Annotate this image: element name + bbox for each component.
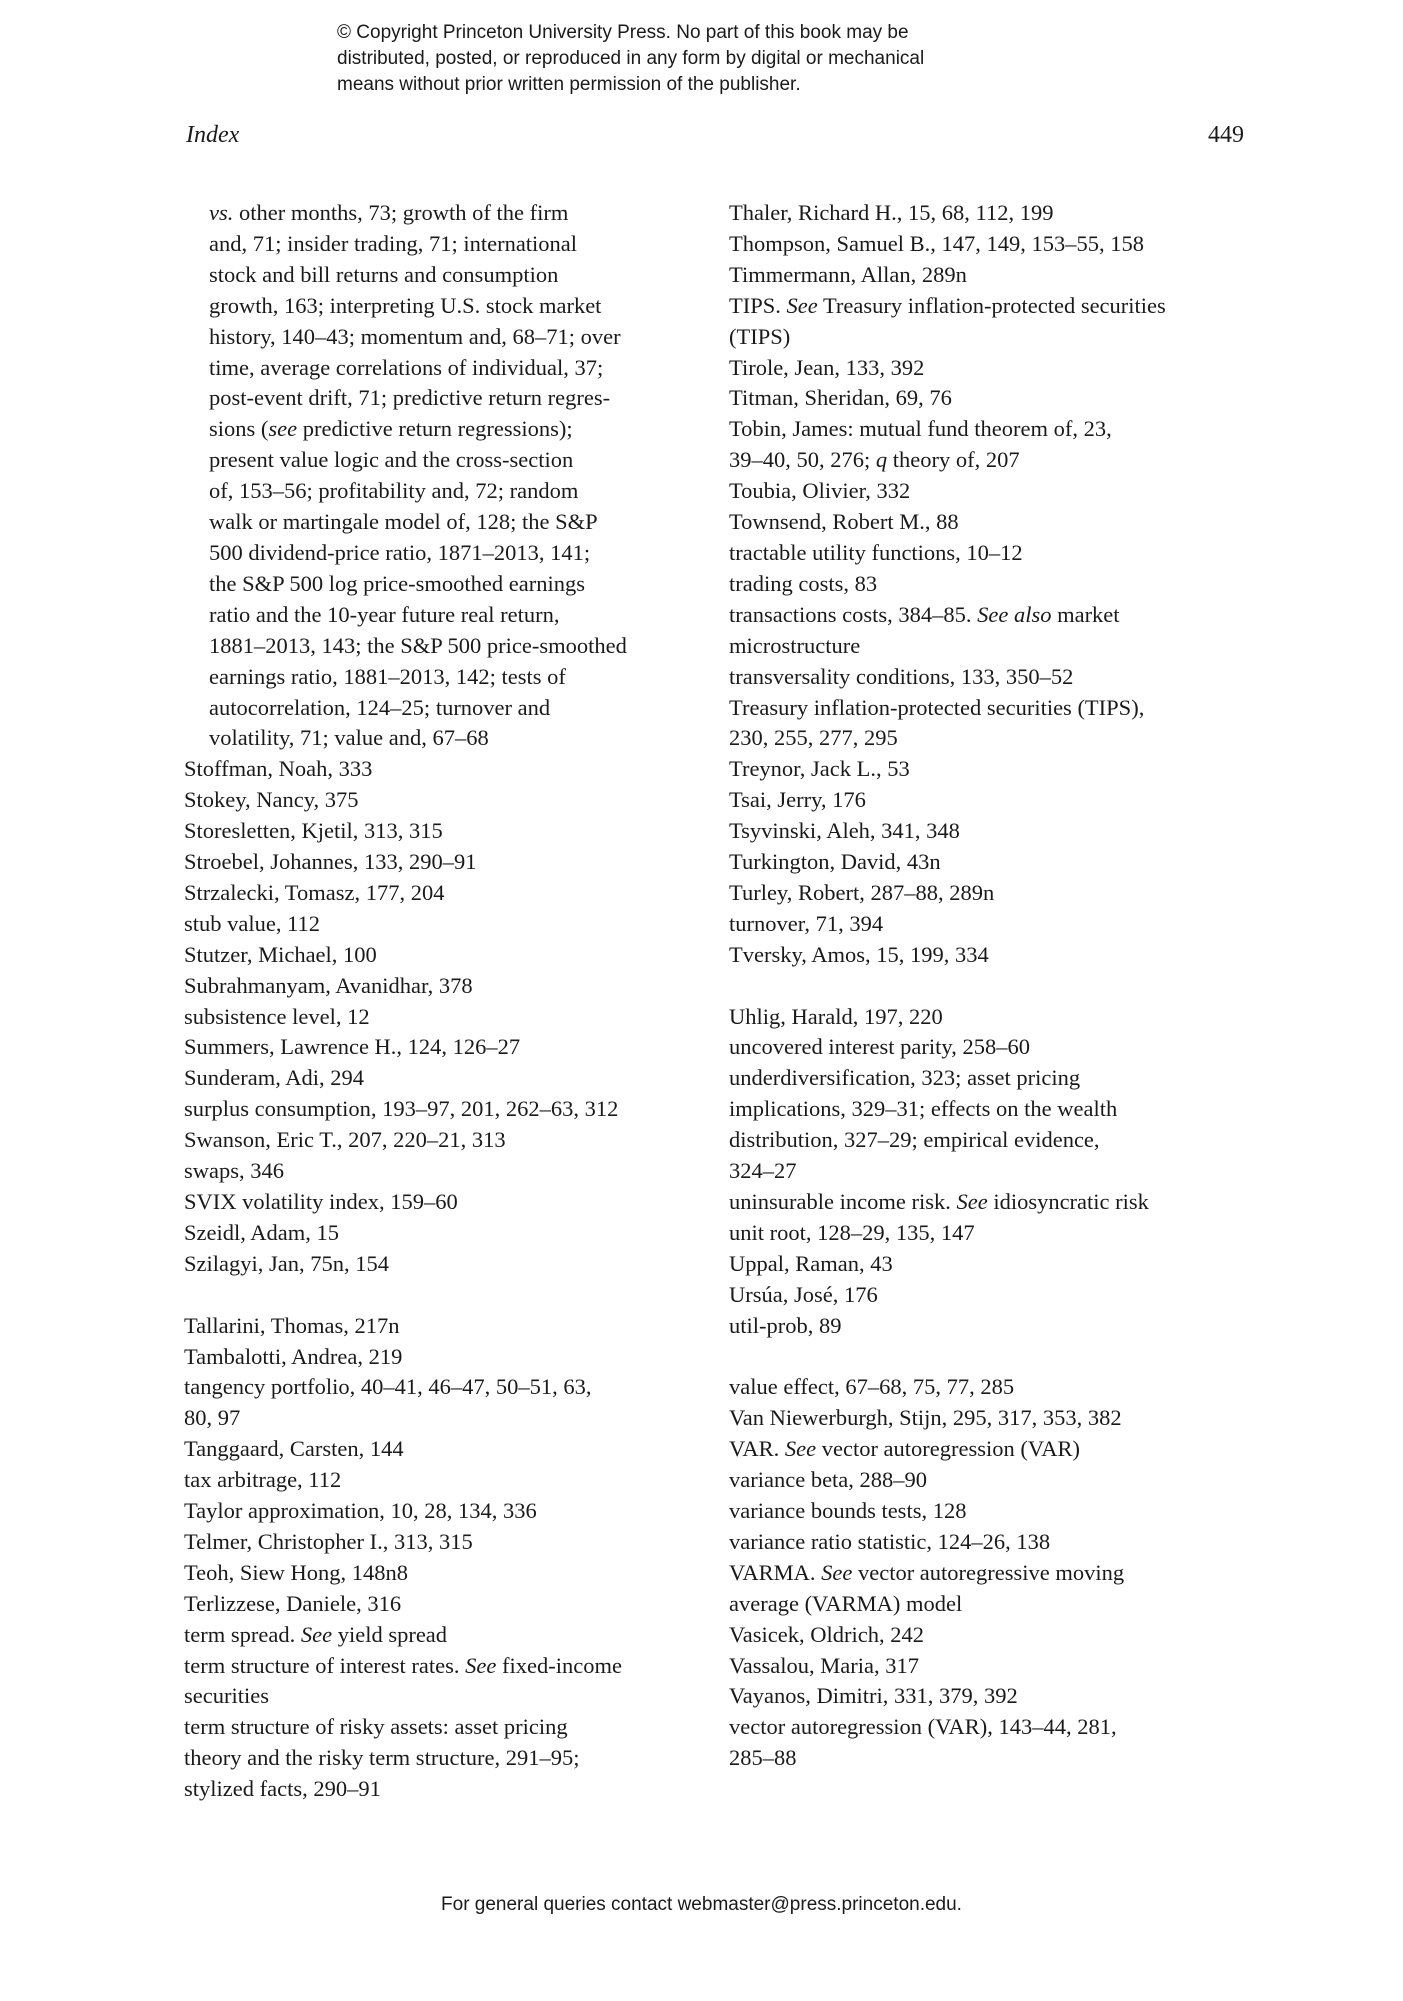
index-entry-heading: Vassalou, Maria, 317 <box>729 1652 919 1678</box>
index-line: 1881–2013, 143; the S&P 500 price-smoothed <box>209 632 627 658</box>
index-entry <box>729 847 1264 878</box>
index-entry <box>184 1156 704 1187</box>
index-entry-heading: Thaler, Richard H., 15, 68, 112, 199 <box>729 200 1054 225</box>
index-entry <box>184 940 704 971</box>
copyright-line: means without prior written permission of the publisher. <box>337 74 801 95</box>
index-entry-heading: term structure of interest rates. See fixed-income <box>184 1652 622 1678</box>
index-entry <box>184 1187 704 1218</box>
index-entry-heading: transversality conditions, 133, 350–52 <box>729 663 1074 689</box>
index-entry-heading: Tirole, Jean, 133, 392 <box>729 354 925 380</box>
index-entry <box>184 1589 704 1620</box>
index-entry-heading: Stoffman, Noah, 333 <box>184 756 373 782</box>
index-entry <box>729 1651 1264 1682</box>
index-entry-heading: tractable utility functions, 10–12 <box>729 539 1023 565</box>
index-entry-continuation: 324–27 <box>729 1158 797 1184</box>
index-entry-heading: variance bounds tests, 128 <box>729 1498 967 1524</box>
index-entry <box>184 785 704 816</box>
index-entry <box>184 754 704 785</box>
index-line: walk or martingale model of, 128; the S&P <box>209 509 598 535</box>
index-entry-heading: subsistence level, 12 <box>184 1003 370 1029</box>
index-entry-heading: Tsyvinski, Aleh, 341, 348 <box>729 818 960 844</box>
index-line: autocorrelation, 124–25; turnover and <box>209 694 551 720</box>
index-entry <box>184 1372 704 1434</box>
index-entry <box>729 1712 1264 1774</box>
index-entry <box>729 414 1264 476</box>
index-line: present value logic and the cross-section <box>209 447 574 473</box>
index-entry-heading: vector autoregression (VAR), 143–44, 281, <box>729 1714 1117 1740</box>
index-entry-heading: Tallarini, Thomas, 217n <box>184 1312 400 1338</box>
index-entry-heading: tax arbitrage, 112 <box>184 1467 342 1493</box>
index-entry-heading: Tobin, James: mutual fund theorem of, 23, <box>729 416 1112 442</box>
index-line: earnings ratio, 1881–2013, 142; tests of <box>209 663 566 689</box>
index-entry <box>729 1002 1264 1033</box>
index-entry <box>184 1527 704 1558</box>
index-entry-heading: Ursúa, José, 176 <box>729 1281 878 1307</box>
letter-divider <box>729 1342 1264 1373</box>
index-entry-heading: util-prob, 89 <box>729 1312 842 1338</box>
index-line: history, 140–43; momentum and, 68–71; over <box>209 323 621 349</box>
index-entry <box>184 847 704 878</box>
index-entry <box>729 1527 1264 1558</box>
index-entry <box>184 1063 704 1094</box>
index-entry <box>184 1249 704 1280</box>
index-entry-heading: term spread. See yield spread <box>184 1621 448 1647</box>
index-entry <box>184 1094 704 1125</box>
copyright-notice <box>337 20 1117 98</box>
index-entry-heading: Szilagyi, Jan, 75n, 154 <box>184 1250 389 1276</box>
index-line: volatility, 71; value and, 67–68 <box>209 725 489 751</box>
index-entry <box>729 1311 1264 1342</box>
letter-divider <box>729 971 1264 1002</box>
footer-contact: For general queries contact webmaster@press.princeton.edu. <box>441 1894 962 1915</box>
index-line: post-event drift, 71; predictive return regres- <box>209 385 611 411</box>
index-entry-heading: Turley, Robert, 287–88, 289n <box>729 879 995 905</box>
index-entry <box>729 229 1264 260</box>
index-entry-continuation: securities <box>184 1683 269 1709</box>
index-entry <box>729 600 1264 662</box>
index-entry <box>729 569 1264 600</box>
index-entry-heading: turnover, 71, 394 <box>729 910 884 936</box>
index-entry-heading: underdiversification, 323; asset pricing <box>729 1065 1081 1091</box>
index-entry-heading: Van Niewerburgh, Stijn, 295, 317, 353, 382 <box>729 1405 1122 1431</box>
index-entry-heading: tangency portfolio, 40–41, 46–47, 50–51, 63, <box>184 1374 592 1400</box>
index-group-t <box>729 198 1264 971</box>
index-line: vs. other months, 73; growth of the firm <box>209 200 569 225</box>
index-entry-heading: Treasury inflation-protected securities (TIPS), <box>729 694 1145 720</box>
index-entry-continuation: 285–88 <box>729 1745 797 1771</box>
page-number: 449 <box>1208 122 1244 148</box>
index-line: growth, 163; interpreting U.S. stock market <box>209 292 602 318</box>
index-entry-heading: Tversky, Amos, 15, 199, 334 <box>729 941 989 967</box>
index-left-column <box>184 198 704 1805</box>
index-group-v <box>729 1372 1264 1774</box>
index-entry-heading: unit root, 128–29, 135, 147 <box>729 1219 975 1245</box>
index-entry <box>184 971 704 1002</box>
index-entry <box>729 1249 1264 1280</box>
index-entry <box>729 785 1264 816</box>
index-entry-continuation: 230, 255, 277, 295 <box>729 725 898 751</box>
index-right-column <box>729 198 1264 1774</box>
index-entry <box>729 198 1264 229</box>
index-group-t <box>184 1311 704 1806</box>
index-group-s <box>184 754 704 1279</box>
index-entry <box>729 1681 1264 1712</box>
index-entry-heading: variance beta, 288–90 <box>729 1467 928 1493</box>
index-entry <box>729 353 1264 384</box>
index-entry <box>184 1620 704 1651</box>
index-entry-heading: Titman, Sheridan, 69, 76 <box>729 385 952 411</box>
index-entry <box>184 1218 704 1249</box>
index-entry <box>729 1434 1264 1465</box>
index-entry <box>184 1002 704 1033</box>
index-entry <box>729 1558 1264 1620</box>
index-entry-heading: Summers, Lawrence H., 124, 126–27 <box>184 1034 521 1060</box>
index-entry-continuation: stylized facts, 290–91 <box>184 1776 381 1802</box>
index-entry-heading: Stutzer, Michael, 100 <box>184 941 377 967</box>
index-entry <box>729 1187 1264 1218</box>
index-entry-heading: Townsend, Robert M., 88 <box>729 509 959 535</box>
index-entry <box>729 940 1264 971</box>
copyright-line: © Copyright Princeton University Press. No part of this book may be <box>337 22 909 43</box>
index-entry-continuation: (TIPS) <box>729 323 791 349</box>
index-entry <box>729 662 1264 693</box>
index-line: time, average correlations of individual, 37; <box>209 354 604 380</box>
index-entry-heading: stub value, 112 <box>184 910 321 936</box>
index-entry-heading: Vasicek, Oldrich, 242 <box>729 1621 924 1647</box>
index-entry-heading: Turkington, David, 43n <box>729 849 941 875</box>
running-title: Index <box>186 122 240 148</box>
index-entry-heading: Tanggaard, Carsten, 144 <box>184 1436 404 1462</box>
index-entry-heading: SVIX volatility index, 159–60 <box>184 1189 458 1214</box>
index-entry <box>184 1032 704 1063</box>
index-entry-heading: Timmermann, Allan, 289n <box>729 261 967 287</box>
index-entry-heading: Stokey, Nancy, 375 <box>184 787 359 813</box>
continued-entry <box>184 198 704 754</box>
index-entry <box>729 383 1264 414</box>
index-entry <box>729 878 1264 909</box>
index-entry <box>729 1218 1264 1249</box>
index-entry <box>184 1712 704 1805</box>
index-line: sions (see predictive return regressions); <box>209 416 573 442</box>
index-entry-heading: value effect, 67–68, 75, 77, 285 <box>729 1374 1015 1400</box>
index-entry-heading: Tambalotti, Andrea, 219 <box>184 1343 403 1369</box>
index-entry-heading: Telmer, Christopher I., 313, 315 <box>184 1528 473 1554</box>
index-entry-continuation: microstructure <box>729 632 861 658</box>
index-entry <box>184 1465 704 1496</box>
index-entry <box>729 816 1264 847</box>
index-entry-heading: transactions costs, 384–85. See also market <box>729 601 1120 627</box>
index-entry <box>729 507 1264 538</box>
index-entry <box>729 538 1264 569</box>
index-entry-continuation: implications, 329–31; effects on the wealth <box>729 1096 1118 1122</box>
index-entry <box>729 1465 1264 1496</box>
index-line: and, 71; insider trading, 71; international <box>209 230 578 256</box>
index-entry <box>184 1558 704 1589</box>
index-entry <box>729 1620 1264 1651</box>
index-entry-continuation: average (VARMA) model <box>729 1590 963 1616</box>
index-entry <box>184 1651 704 1713</box>
index-entry-continuation: 39–40, 50, 276; q theory of, 207 <box>729 447 1020 473</box>
index-entry <box>729 1403 1264 1434</box>
index-entry-heading: uncovered interest parity, 258–60 <box>729 1034 1030 1060</box>
index-line: of, 153–56; profitability and, 72; random <box>209 478 579 504</box>
copyright-line: distributed, posted, or reproduced in any form by digital or mechanical <box>337 48 925 69</box>
index-entry-heading: Storesletten, Kjetil, 313, 315 <box>184 818 443 844</box>
index-entry <box>729 476 1264 507</box>
index-entry <box>729 260 1264 291</box>
index-entry-heading: trading costs, 83 <box>729 570 878 596</box>
index-entry-heading: uninsurable income risk. See idiosyncratic risk <box>729 1188 1149 1214</box>
index-entry-heading: Treynor, Jack L., 53 <box>729 756 910 782</box>
index-entry-heading: Uppal, Raman, 43 <box>729 1250 893 1276</box>
index-line: the S&P 500 log price-smoothed earnings <box>209 570 585 596</box>
index-entry <box>729 1280 1264 1311</box>
index-entry-heading: Teoh, Siew Hong, 148n8 <box>184 1559 409 1585</box>
index-entry-heading: Swanson, Eric T., 207, 220–21, 313 <box>184 1127 506 1153</box>
index-entry <box>184 878 704 909</box>
index-entry <box>184 1342 704 1373</box>
index-entry <box>184 1125 704 1156</box>
letter-divider <box>184 1280 704 1311</box>
index-entry <box>729 291 1264 353</box>
index-entry <box>184 1496 704 1527</box>
index-entry-heading: TIPS. See Treasury inflation-protected securities <box>729 292 1166 318</box>
index-entry <box>729 1032 1264 1063</box>
index-entry <box>184 816 704 847</box>
index-entry <box>184 1311 704 1342</box>
index-entry-heading: Terlizzese, Daniele, 316 <box>184 1590 402 1616</box>
index-entry-heading: Vayanos, Dimitri, 331, 379, 392 <box>729 1683 1018 1709</box>
index-entry <box>184 909 704 940</box>
index-entry-heading: Stroebel, Johannes, 133, 290–91 <box>184 849 477 875</box>
index-entry-continuation: 80, 97 <box>184 1405 241 1431</box>
index-entry-continuation: theory and the risky term structure, 291–95; <box>184 1745 580 1771</box>
index-entry <box>184 1434 704 1465</box>
index-entry <box>729 693 1264 755</box>
index-entry-heading: Strzalecki, Tomasz, 177, 204 <box>184 879 445 905</box>
index-entry <box>729 909 1264 940</box>
index-entry-heading: VAR. See vector autoregression (VAR) <box>729 1436 1080 1462</box>
index-entry-heading: Toubia, Olivier, 332 <box>729 478 911 504</box>
index-entry-heading: surplus consumption, 193–97, 201, 262–63, 312 <box>184 1096 619 1122</box>
index-entry-heading: Taylor approximation, 10, 28, 134, 336 <box>184 1498 537 1524</box>
index-entry-heading: term structure of risky assets: asset pricing <box>184 1714 568 1740</box>
index-group-u <box>729 1002 1264 1342</box>
index-entry-heading: Szeidl, Adam, 15 <box>184 1219 339 1245</box>
index-entry-heading: variance ratio statistic, 124–26, 138 <box>729 1528 1051 1554</box>
index-entry-heading: Thompson, Samuel B., 147, 149, 153–55, 158 <box>729 230 1144 256</box>
index-entry <box>729 1063 1264 1187</box>
index-entry <box>729 1372 1264 1403</box>
index-entry-heading: VARMA. See vector autoregressive moving <box>729 1559 1125 1585</box>
index-line: ratio and the 10-year future real return, <box>209 601 560 627</box>
index-entry-heading: Tsai, Jerry, 176 <box>729 787 866 813</box>
index-entry <box>729 754 1264 785</box>
index-entry-continuation: distribution, 327–29; empirical evidence, <box>729 1127 1100 1153</box>
index-entry-heading: Sunderam, Adi, 294 <box>184 1065 364 1091</box>
index-line: 500 dividend-price ratio, 1871–2013, 141; <box>209 539 591 565</box>
index-entry-heading: swaps, 346 <box>184 1158 284 1184</box>
index-entry <box>729 1496 1264 1527</box>
index-entry-heading: Subrahmanyam, Avanidhar, 378 <box>184 972 473 998</box>
index-entry-heading: Uhlig, Harald, 197, 220 <box>729 1003 943 1029</box>
index-line: stock and bill returns and consumption <box>209 261 559 287</box>
